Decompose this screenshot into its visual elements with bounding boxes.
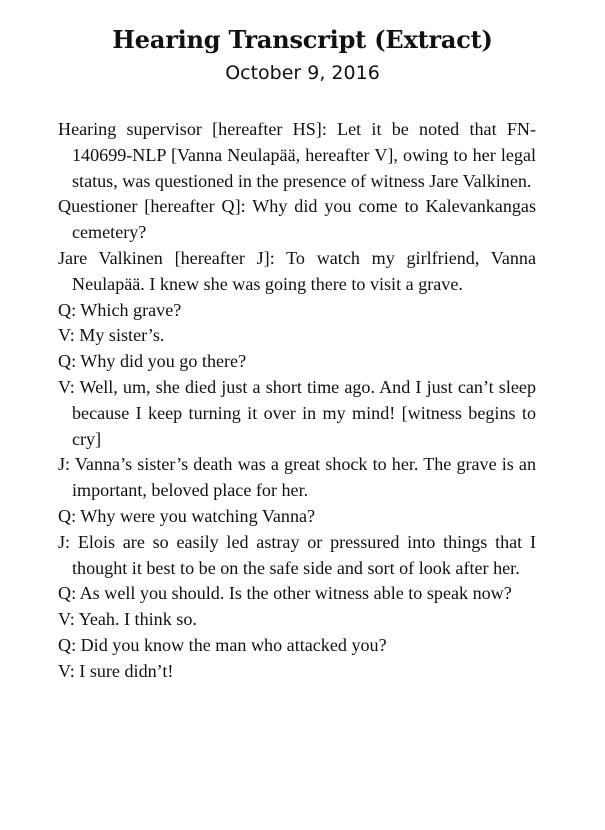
transcript-paragraph-hs-note: Hearing supervisor [hereafter HS]: Let it be noted that FN-140699-NLP [Vanna Neulapää, hereafter V], owing to her legal status, was questioned in the presence of witness Jare Valkinen. bbox=[58, 119, 536, 191]
transcript-paragraph-v-sure-didnt: V: I sure didn’t! bbox=[58, 660, 174, 681]
transcript-paragraph-v-sister: V: My sister’s. bbox=[58, 325, 165, 346]
document-title: Hearing Transcript (Extract) bbox=[112, 25, 493, 54]
transcript-paragraph-q-why-come: Questioner [hereafter Q]: Why did you come to Kalevankangas cemetery? bbox=[58, 196, 536, 243]
transcript-paragraph-q-other-witness: Q: As well you should. Is the other witness able to speak now? bbox=[58, 583, 512, 604]
transcript-paragraph-v-yeah: V: Yeah. I think so. bbox=[58, 609, 197, 630]
transcript-paragraph-j-watch: Jare Valkinen [hereafter J]: To watch my girlfriend, Vanna Neulapää. I knew she was going there to visit a grave. bbox=[58, 247, 536, 294]
transcript-paragraph-j-shock: J: Vanna’s sister’s death was a great shock to her. The grave is an important, beloved place for her. bbox=[58, 454, 536, 501]
transcript-paragraph-q-why-watching: Q: Why were you watching Vanna? bbox=[58, 505, 316, 526]
transcript-paragraph-q-which-grave: Q: Which grave? bbox=[58, 299, 182, 320]
document-date: October 9, 2016 bbox=[225, 62, 380, 84]
transcript-body bbox=[58, 117, 536, 685]
transcript-paragraph-v-died: V: Well, um, she died just a short time ago. And I just can’t sleep because I keep turning it over in my mind! [witness begins to cry] bbox=[58, 376, 536, 449]
transcript-paragraph-q-know-man: Q: Did you know the man who attacked you? bbox=[58, 634, 387, 655]
transcript-paragraph-j-elois: J: Elois are so easily led astray or pressured into things that I thought it best to be on the safe side and sort of look after her. bbox=[58, 531, 536, 578]
transcript-paragraph-q-why-go: Q: Why did you go there? bbox=[58, 351, 247, 372]
